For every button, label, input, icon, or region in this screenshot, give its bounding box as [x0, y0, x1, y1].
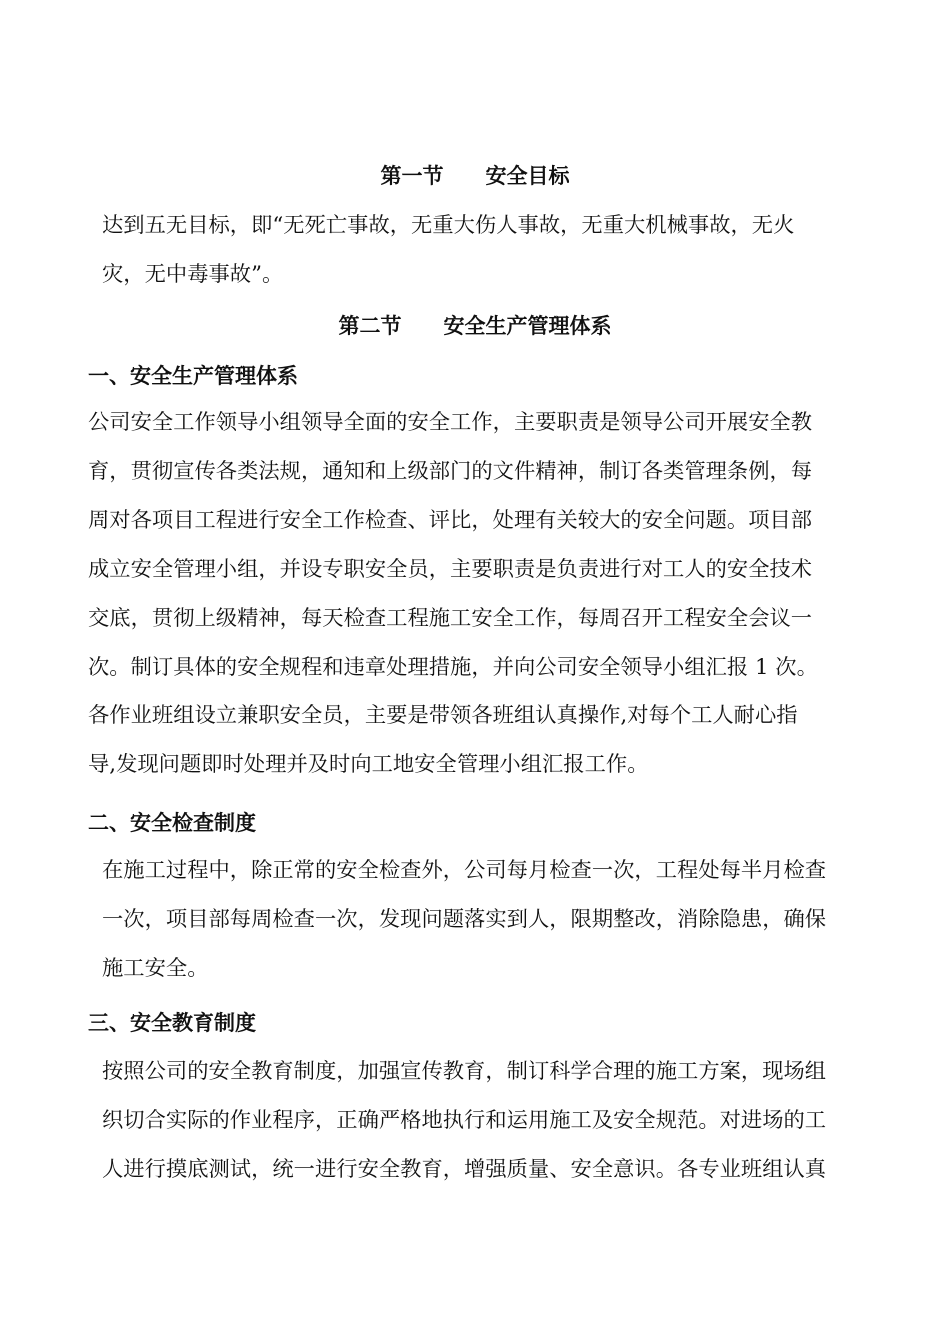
paragraph-line: 各作业班组设立兼职安全员，主要是带领各班组认真操作,对每个工人耐心指	[88, 703, 798, 729]
subsection-1-paragraph	[88, 399, 862, 790]
paragraph-line: 按照公司的安全教育制度，加强宣传教育，制订科学合理的施工方案，现场组	[102, 1059, 827, 1084]
subsection-1-heading: 一、安全生产管理体系	[88, 364, 298, 388]
paragraph-line: 周对各项目工程进行安全工作检查、评比，处理有关较大的安全问题。项目部	[88, 507, 813, 533]
subsection-3-paragraph	[102, 1048, 862, 1195]
paragraph-line: 成立安全管理小组，并设专职安全员，主要职责是负责进行对工人的安全技术	[88, 556, 813, 582]
subsection-2-heading: 二、安全检查制度	[88, 811, 256, 835]
section-1-title: 第一节 安全目标	[380, 164, 570, 188]
subsection-2-paragraph	[102, 847, 862, 994]
section-1-paragraph	[102, 202, 862, 300]
paragraph-line: 交底，贯彻上级精神，每天检查工程施工安全工作，每周召开工程安全会议一	[88, 605, 813, 631]
paragraph-line: 公司安全工作领导小组领导全面的安全工作，主要职责是领导公司开展安全教	[88, 410, 813, 435]
section-2-title: 第二节 安全生产管理体系	[338, 314, 612, 338]
paragraph-line: 一次，项目部每周检查一次，发现问题落实到人，限期整改，消除隐患，确保	[102, 906, 827, 932]
paragraph-line: 人进行摸底测试，统一进行安全教育，增强质量、安全意识。各专业班组认真	[102, 1156, 827, 1182]
paragraph-line: 次。制订具体的安全规程和违章处理措施，并向公司安全领导小组汇报 1 次。	[88, 654, 818, 680]
paragraph-line: 施工安全。	[102, 955, 209, 981]
paragraph-line: 育，贯彻宣传各类法规，通知和上级部门的文件精神，制订各类管理条例，每	[88, 458, 813, 484]
paragraph-line: 达到五无目标，即“无死亡事故，无重大伤人事故，无重大机械事故，无火	[102, 213, 795, 238]
paragraph-line: 导,发现问题即时处理并及时向工地安全管理小组汇报工作。	[88, 752, 649, 778]
paragraph-line: 在施工过程中，除正常的安全检查外，公司每月检查一次，工程处每半月检查	[102, 858, 827, 883]
paragraph-line: 织切合实际的作业程序，正确严格地执行和运用施工及安全规范。对进场的工	[102, 1107, 827, 1133]
paragraph-line: 灾，无中毒事故”。	[102, 261, 284, 287]
subsection-3-heading: 三、安全教育制度	[88, 1011, 256, 1035]
